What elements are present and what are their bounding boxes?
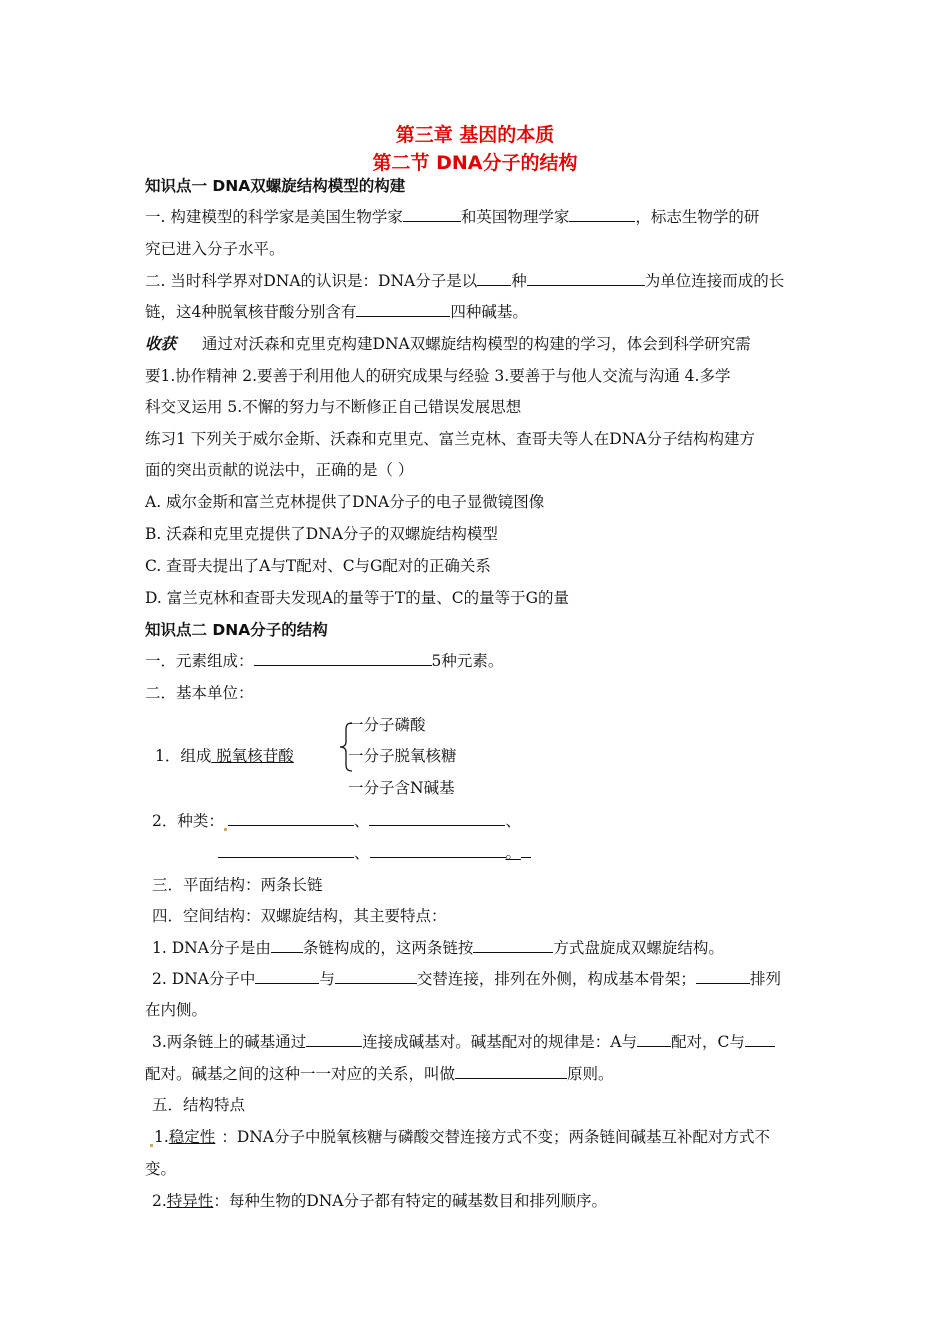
question-2-line-2	[145, 302, 528, 322]
gain-text-1: 通过对沃森和克里克构建DNA双螺旋结构模型的构建的学习，体会到科学研究需	[202, 335, 751, 353]
option-b[interactable]: B. 沃森和克里克提供了DNA分子的双螺旋结构模型	[145, 525, 498, 543]
planar-structure-line: 三．平面结构：两条长链	[152, 876, 323, 894]
fill-blank[interactable]	[369, 811, 505, 826]
fill-blank[interactable]	[477, 271, 511, 286]
fill-blank[interactable]	[745, 1032, 775, 1047]
kinds-label: 2．种类：	[152, 812, 224, 830]
feature-stability-cont: 变。	[145, 1160, 177, 1178]
s2-text-d: 排列	[749, 970, 781, 988]
fill-blank[interactable]	[527, 271, 645, 286]
exercise-1-line-1: 练习1 下列关于威尔金斯、沃森和克里克、富兰克林、查哥夫等人在DNA分子结构构建方	[145, 430, 755, 448]
q2-text-c: 为单位连接而成的长	[644, 272, 785, 290]
fill-blank[interactable]	[254, 651, 432, 666]
elem-text-b: 5种元素。	[431, 652, 504, 670]
f1-text: ：DNA分子中脱氧核糖与磷酸交替连接方式不变；两条链间碱基互补配对方式不	[221, 1128, 770, 1146]
fill-blank[interactable]	[569, 207, 635, 222]
component-deoxyribose: 一分子脱氧核糖	[348, 747, 457, 765]
component-phosphate: 一分子磷酸	[348, 716, 426, 734]
q1-text-b: 和英国物理学家	[460, 208, 570, 226]
fill-blank[interactable]	[271, 938, 303, 953]
gain-line-1	[145, 334, 751, 354]
section-title: 第二节 DNA分子的结构	[372, 152, 578, 174]
s3-text-b: 连接成碱基对。碱基配对的规律是：A与	[362, 1033, 637, 1051]
f2-num: 2.	[152, 1192, 167, 1210]
question-1-line-2: 究已进入分子水平。	[145, 240, 285, 258]
fill-blank[interactable]	[696, 969, 750, 984]
fill-blank-tail	[521, 843, 531, 858]
stability-term: 稳定性	[168, 1128, 216, 1146]
knowledge-point-1-heading: 知识点一 DNA双螺旋结构模型的构建	[145, 177, 406, 195]
s2-text-a: 2. DNA分子中	[152, 970, 256, 988]
fill-blank[interactable]	[455, 1064, 567, 1079]
composition-line	[155, 746, 294, 766]
fill-blank[interactable]	[306, 1032, 362, 1047]
q2-text-a: 二. 当时科学界对DNA的认识是：DNA分子是以	[145, 272, 478, 290]
spatial-point-1	[152, 938, 724, 958]
fill-blank[interactable]	[356, 302, 450, 317]
question-1-line-1	[145, 207, 759, 227]
basic-unit-heading: 二．基本单位：	[145, 684, 254, 702]
period: 。	[505, 844, 522, 862]
s3-text-a: 3.两条链上的碱基通过	[152, 1033, 307, 1051]
composition-value: 脱氧核苷酸	[211, 747, 294, 765]
knowledge-point-2-heading: 知识点二 DNA分子的结构	[145, 621, 328, 639]
fill-blank[interactable]	[228, 811, 354, 826]
q1-text-a: 一. 构建模型的科学家是美国生物学家	[145, 208, 403, 226]
f1-num: 1.	[154, 1128, 169, 1146]
feature-specificity-line	[152, 1191, 607, 1211]
comma: 、	[353, 812, 370, 830]
fill-blank[interactable]	[218, 843, 354, 858]
structure-features-heading: 五．结构特点	[152, 1096, 246, 1114]
kinds-line-1	[152, 811, 521, 831]
elem-text-a: 一．元素组成：	[145, 652, 254, 670]
s1-text-a: 1. DNA分子是由	[152, 939, 271, 957]
gain-line-2: 要1.协作精神 2.要善于利用他人的研究成果与经验 3.要善于与他人交流与沟通 4.多学	[145, 367, 731, 385]
feature-stability-line	[150, 1127, 770, 1147]
s1-text-b: 条链构成的，这两条链按	[302, 939, 474, 957]
gain-label: 收获	[145, 335, 177, 353]
fill-blank[interactable]	[335, 969, 417, 984]
q2-text-b: 种	[511, 272, 527, 290]
mark-dot	[224, 828, 227, 831]
comma: 、	[354, 844, 370, 862]
s3-text-e: 原则。	[567, 1065, 614, 1083]
chapter-title: 第三章 基因的本质	[395, 124, 555, 146]
question-2-line-1	[145, 271, 784, 291]
composition-label: 1．组成	[155, 747, 212, 765]
component-base: 一分子含N碱基	[348, 779, 455, 797]
q1-text-c: ，标志生物学的研	[635, 208, 760, 226]
kinds-line-2	[218, 843, 531, 863]
comma: 、	[505, 812, 521, 830]
option-d[interactable]: D. 富兰克林和查哥夫发现A的量等于T的量、C的量等于G的量	[145, 589, 570, 607]
s2-text-c: 交替连接，排列在外侧，构成基本骨架；	[416, 970, 696, 988]
exercise-1-line-2: 面的突出贡献的说法中，正确的是（ ）	[145, 461, 414, 479]
q2-text-e: 四种碱基。	[450, 303, 528, 321]
fill-blank[interactable]	[403, 207, 461, 222]
fill-blank[interactable]	[637, 1032, 671, 1047]
fill-blank[interactable]	[370, 843, 506, 858]
f2-text: ：每种生物的DNA分子都有特定的碱基数目和排列顺序。	[213, 1192, 607, 1210]
mark-dot	[150, 1144, 153, 1147]
s1-text-c: 方式盘旋成双螺旋结构。	[553, 939, 724, 957]
spatial-point-3-cont	[145, 1064, 614, 1084]
element-composition-line	[145, 651, 503, 671]
option-c[interactable]: C. 查哥夫提出了A与T配对、C与G配对的正确关系	[145, 557, 491, 575]
s3-text-c: 配对，C与	[671, 1033, 745, 1051]
spatial-structure-line: 四．空间结构：双螺旋结构，其主要特点：	[152, 907, 447, 925]
spatial-point-2	[152, 969, 781, 989]
option-a[interactable]: A. 威尔金斯和富兰克林提供了DNA分子的电子显微镜图像	[145, 493, 545, 511]
gain-line-3: 科交叉运用 5.不懈的努力与不断修正自己错误发展思想	[145, 398, 522, 416]
fill-blank[interactable]	[473, 938, 553, 953]
fill-blank[interactable]	[255, 969, 319, 984]
spatial-point-3	[152, 1032, 775, 1052]
specificity-term: 特异性	[166, 1192, 214, 1210]
s3-text-d: 配对。碱基之间的这种一一对应的关系，叫做	[145, 1065, 456, 1083]
q2-text-d: 链，这4种脱氧核苷酸分别含有	[145, 303, 357, 321]
s2-text-b: 与	[319, 970, 335, 988]
spatial-point-2-cont: 在内侧。	[145, 1001, 208, 1019]
